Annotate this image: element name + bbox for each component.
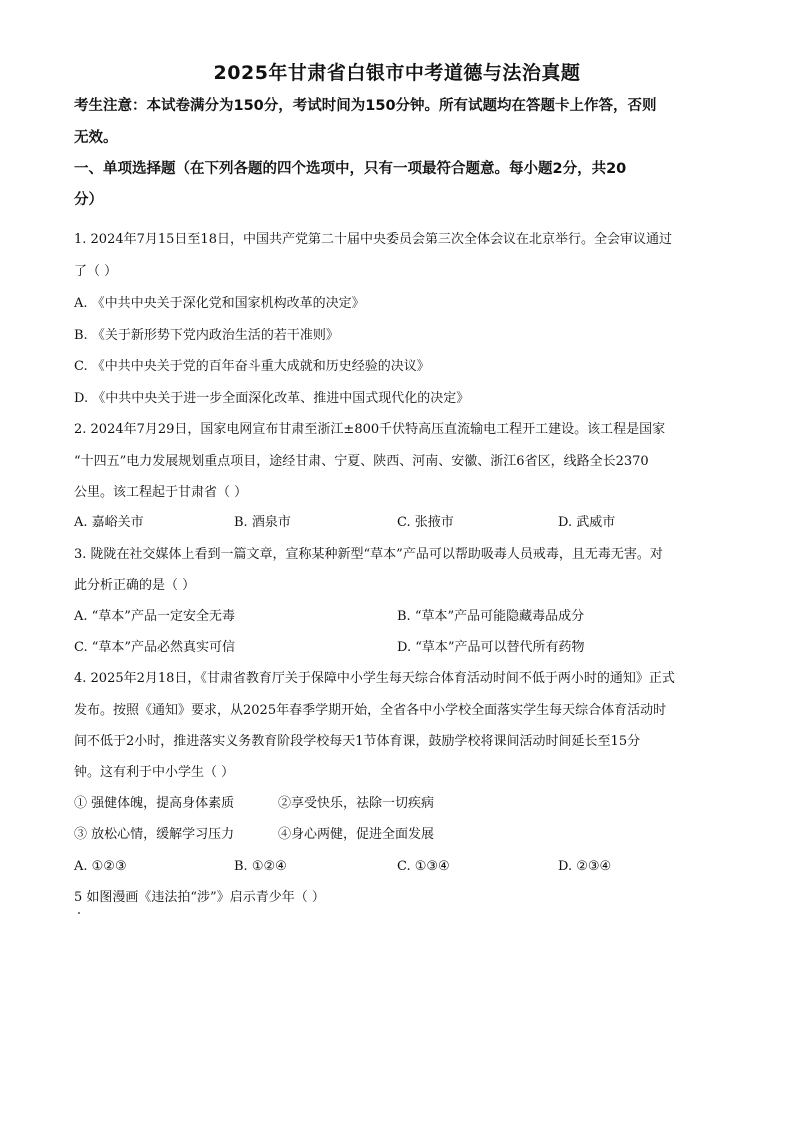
question-4-statement-1: ① 强健体魄，提高身体素质 bbox=[74, 796, 235, 811]
question-4-statement-3: ③ 放松心情，缓解学习压力 bbox=[74, 827, 235, 842]
exam-notice-line-2: 无效。 bbox=[74, 130, 118, 146]
question-4-option-c: C. ①③④ bbox=[397, 859, 450, 874]
question-3-option-c: C. “草本”产品必然真实可信 bbox=[74, 640, 236, 655]
question-4-statement-4: ④身心两健，促进全面发展 bbox=[278, 827, 435, 842]
stray-dot-mark bbox=[78, 912, 80, 914]
question-2-option-b: B. 酒泉市 bbox=[234, 515, 291, 530]
question-3-option-a: A. “草本”产品一定安全无毒 bbox=[74, 609, 235, 624]
question-2-stem-line-1: 2. 2024年7月29日，国家电网宣布甘肃至浙江±800千伏特高压直流输电工程开工建设。该工程是国家 bbox=[74, 422, 666, 437]
question-2-option-c: C. 张掖市 bbox=[397, 515, 454, 530]
question-1-option-c: C. 《中共中央关于党的百年奋斗重大成就和历史经验的决议》 bbox=[74, 359, 430, 374]
question-1-option-a: A. 《中共中央关于深化党和国家机构改革的决定》 bbox=[74, 296, 365, 311]
question-4-option-d: D. ②③④ bbox=[558, 859, 612, 874]
question-4-option-b: B. ①②④ bbox=[234, 859, 287, 874]
question-4-stem-line-1: 4. 2025年2月18日，《甘肃省教育厅关于保障中小学生每天综合体育活动时间不低于两小时的通知》正式 bbox=[74, 671, 675, 686]
question-3-stem-line-2: 此分析正确的是（ ） bbox=[74, 578, 196, 593]
question-1-option-b: B. 《关于新形势下党内政治生活的若干准则》 bbox=[74, 328, 339, 343]
question-3-option-b: B. “草本”产品可能隐藏毒品成分 bbox=[397, 609, 585, 624]
question-4-stem-line-2: 发布。按照《通知》要求，从2025年春季学期开始，全省各中小学校全面落实学生每天综合体育活动时 bbox=[74, 703, 667, 718]
question-2-option-a: A. 嘉峪关市 bbox=[74, 515, 144, 530]
question-4-option-a: A. ①②③ bbox=[74, 859, 127, 874]
question-3-option-d: D. “草本”产品可以替代所有药物 bbox=[397, 640, 585, 655]
page-title: 2025年甘肃省白银市中考道德与法治真题 bbox=[213, 62, 581, 84]
question-5-stem-line-1: 5 如图漫画《违法拍“涉”》启示青少年（ ） bbox=[74, 890, 325, 905]
question-1-stem-line-2: 了（ ） bbox=[74, 264, 118, 279]
question-4-statement-2: ②享受快乐，祛除一切疾病 bbox=[278, 796, 435, 811]
section-heading-line-2: 分） bbox=[74, 192, 103, 208]
section-heading-line-1: 一、单项选择题（在下列各题的四个选项中，只有一项最符合题意。每小题2分，共20 bbox=[74, 161, 627, 177]
exam-notice-line-1: 考生注意：本试卷满分为150分，考试时间为150分钟。所有试题均在答题卡上作答，否则 bbox=[74, 98, 657, 114]
question-4-stem-line-4: 钟。这有利于中小学生（ ） bbox=[74, 765, 235, 780]
question-1-option-d: D. 《中共中央关于进一步全面深化改革、推进中国式现代化的决定》 bbox=[74, 391, 470, 406]
question-1-stem-line-1: 1. 2024年7月15日至18日，中国共产党第二十届中央委员会第三次全体会议在北京举行。全会审议通过 bbox=[74, 232, 672, 247]
question-3-stem-line-1: 3. 陇陇在社交媒体上看到一篇文章，宣称某种新型“草本”产品可以帮助吸毒人员戒毒，且无毒无害。对 bbox=[74, 547, 663, 562]
question-2-option-d: D. 武威市 bbox=[558, 515, 616, 530]
question-2-stem-line-3: 公里。该工程起于甘肃省（ ） bbox=[74, 485, 248, 500]
question-2-stem-line-2: “十四五”电力发展规划重点项目，途经甘肃、宁夏、陕西、河南、安徽、浙江6省区，线路全长2370 bbox=[74, 454, 649, 469]
question-4-stem-line-3: 间不低于2小时，推进落实义务教育阶段学校每天1节体育课，鼓励学校将课间活动时间延长至15分 bbox=[74, 734, 641, 749]
